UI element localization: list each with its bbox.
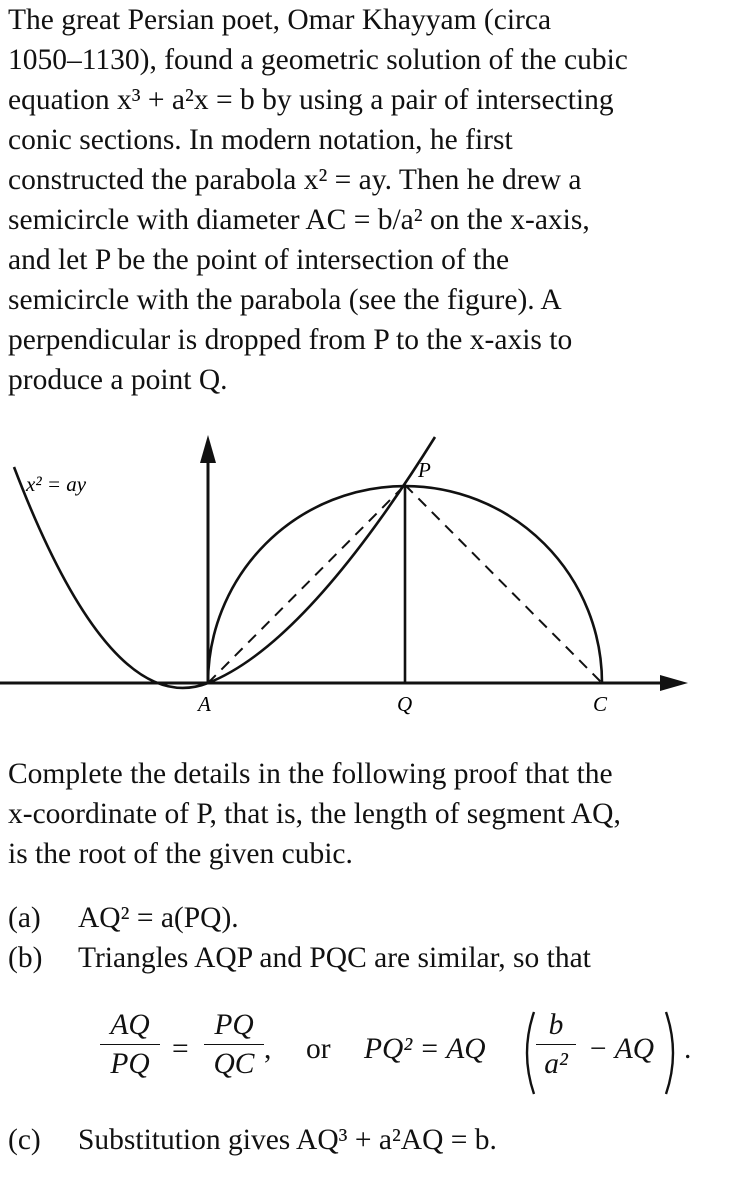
text-line: produce a point Q. (8, 364, 228, 396)
fraction-pq-over-qc (204, 1008, 264, 1081)
equation-rhs: PQ² = AQ (364, 1033, 486, 1065)
point-label-q: Q (397, 692, 413, 716)
right-paren (664, 1010, 680, 1096)
or-word: or (306, 1033, 331, 1065)
step-text: Triangles AQP and PQC are similar, so that (78, 942, 591, 974)
step-tag: (a) (8, 902, 41, 934)
comma: , (264, 1033, 272, 1065)
fraction-bar (100, 1044, 160, 1045)
point-label-c: C (593, 692, 608, 716)
denominator: a² (544, 1048, 568, 1080)
step-text: AQ² = a(PQ). (78, 902, 239, 934)
intro-paragraph (8, 0, 736, 400)
fraction-bar (204, 1044, 264, 1045)
numerator: PQ (214, 1009, 254, 1041)
minus-aq: − AQ (588, 1033, 655, 1065)
similarity-equation (100, 1008, 720, 1098)
period: . (684, 1033, 692, 1065)
fraction-aq-over-pq (100, 1008, 160, 1081)
dashed-chord-ap (208, 485, 405, 683)
step-c (8, 1120, 497, 1160)
parabola-label: x² = ay (26, 472, 87, 496)
step-text: Substitution gives AQ³ + a²AQ = b. (78, 1124, 497, 1156)
point-label-a: A (198, 692, 211, 716)
equals-sign: = (172, 1033, 189, 1065)
text-line: equation x³ + a²x = b by using a pair of intersecting (8, 84, 614, 116)
text-line: semicircle with the parabola (see the figure). A (8, 284, 562, 316)
numerator: AQ (110, 1009, 150, 1041)
text-line: conic sections. In modern notation, he first (8, 124, 513, 156)
text-line: is the root of the given cubic. (8, 838, 353, 870)
text-line: 1050–1130), found a geometric solution of the cubic (8, 44, 628, 76)
denominator: QC (213, 1048, 255, 1080)
left-paren (520, 1010, 536, 1096)
text-line: and let P be the point of intersection of the (8, 244, 510, 276)
text-line: semicircle with diameter AC = b/a² on the x-axis, (8, 204, 590, 236)
point-label-p: P (418, 458, 431, 482)
text-line: x-coordinate of P, that is, the length of segment AQ, (8, 798, 621, 830)
khayyam-figure (0, 425, 744, 725)
text-line: constructed the parabola x² = ay. Then he drew a (8, 164, 582, 196)
fraction-b-over-a2 (536, 1008, 576, 1081)
step-tag: (c) (8, 1124, 41, 1156)
step-b (8, 938, 591, 978)
step-tag: (b) (8, 942, 43, 974)
numerator: b (548, 1009, 564, 1041)
instructions-paragraph (8, 754, 736, 874)
text-line: Complete the details in the following proof that the (8, 758, 613, 790)
step-a (8, 898, 239, 938)
denominator: PQ (110, 1048, 150, 1080)
fraction-bar (536, 1044, 576, 1045)
dashed-chord-pc (405, 485, 602, 683)
x-axis-arrowhead (660, 675, 688, 691)
text-line: perpendicular is dropped from P to the x-axis to (8, 324, 573, 356)
y-axis-arrowhead (200, 435, 216, 463)
text-line: The great Persian poet, Omar Khayyam (circa (8, 4, 552, 36)
